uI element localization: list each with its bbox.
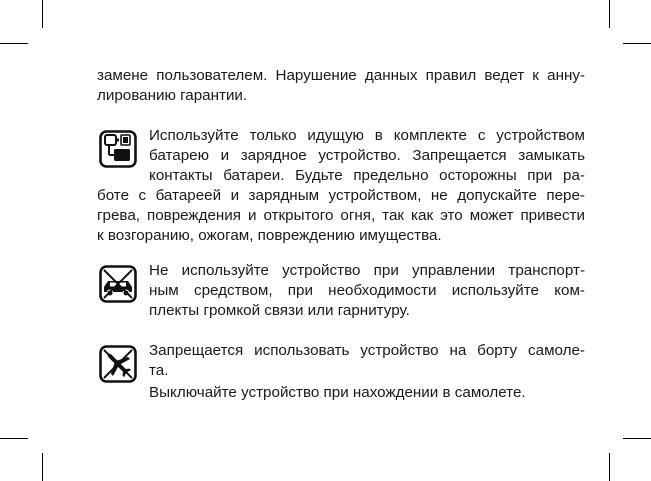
intro-line: замене пользователем. Нарушение данных правил ведет к анну- [97, 67, 585, 84]
driving-line: ным средством, при необходимости используйте ком- [149, 282, 585, 299]
crop-mark-top-right-vertical [609, 0, 610, 28]
intro-line: лированию гарантии. [97, 87, 248, 104]
crop-mark-bottom-left-horizontal [0, 438, 28, 439]
airplane-line: та. [149, 362, 169, 379]
battery-line: боте с батареей и зарядным устройством, не допускайте пере- [97, 187, 585, 204]
driving-line: Не используйте устройство при управлении транспорт- [149, 262, 585, 279]
crop-mark-top-left-horizontal [0, 43, 28, 44]
airplane-note [97, 383, 585, 403]
battery-line: батарею и зарядное устройство. Запрещается замыкать [149, 147, 585, 164]
intro-paragraph [97, 66, 585, 106]
driving-line: плекты громкой связи или гарнитуру. [149, 302, 410, 319]
driving-paragraph [97, 261, 585, 321]
crop-mark-bottom-right-horizontal [623, 438, 651, 439]
battery-line: Используйте только идущую в комплекте с устройством [149, 127, 585, 144]
crop-mark-top-right-horizontal [623, 43, 651, 44]
battery-line: грева, повреждения и открытого огня, так как это может привести [97, 207, 585, 224]
crop-mark-top-left-vertical [42, 0, 43, 28]
airplane-line: Запрещается использовать устройство на борту самоле- [149, 342, 585, 359]
airplane-paragraph [97, 341, 585, 381]
crop-mark-bottom-right-vertical [609, 453, 610, 481]
battery-paragraph [97, 126, 585, 246]
crop-mark-bottom-left-vertical [42, 453, 43, 481]
battery-line: к возгоранию, ожогам, повреждению имущества. [97, 227, 442, 244]
battery-line: контакты батареи. Будьте предельно осторожны при ра- [149, 167, 585, 184]
airplane-note-line: Выключайте устройство при нахождении в самолете. [149, 384, 526, 401]
